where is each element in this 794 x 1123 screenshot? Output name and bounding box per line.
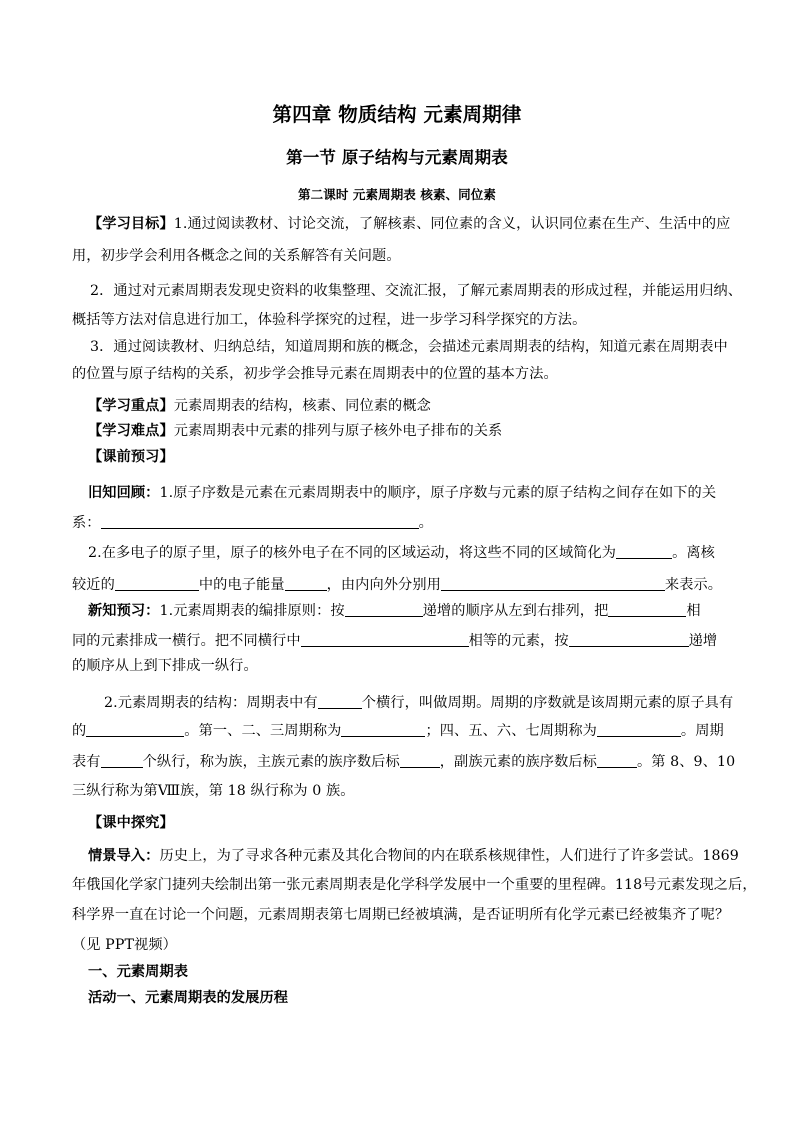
blank[interactable] [597, 753, 637, 768]
blank[interactable] [616, 544, 672, 559]
goal-1-line-1: 【学习目标】1.通过阅读教材、讨论交流，了解核素、同位素的含义，认识同位素在生产、生活中的应 [88, 216, 731, 232]
blank[interactable] [341, 722, 425, 737]
heading-periodic-table: 一、元素周期表 [88, 964, 189, 980]
blank[interactable] [318, 694, 362, 709]
new-1-line-1: 新知预习：1.元素周期表的编排原则：按 递增的顺序从左到右排列，把 相 [88, 603, 701, 619]
new-1-line-3: 的顺序从上到下排成一纵行。 [72, 658, 258, 674]
lesson-title: 第二课时 元素周期表 核素、同位素 [298, 187, 496, 202]
blank[interactable] [86, 722, 184, 737]
goal-3-line-1: 3．通过阅读教材、归纳总结，知道周期和族的概念，会描述元素周期表的结构，知道元素在周期表中 [90, 339, 728, 355]
goal-2-line-2: 概括等方法对信息进行加工，体验科学探究的过程，进一步学习科学探究的方法。 [72, 312, 587, 328]
blank[interactable] [301, 632, 469, 647]
chapter-title: 第四章 物质结构 元素周期律 [272, 103, 522, 126]
new-2-line-1: 2.元素周期表的结构：周期表中有 个横行，叫做周期。周期的序数就是该周期元素的原子具有 [104, 695, 734, 711]
difficulty-line: 【学习难点】元素周期表中元素的排列与原子核外电子排布的关系 [88, 423, 503, 439]
new-1-line-2: 同的元素排成一横行。把不同横行中 相等的元素，按 递增 [72, 633, 718, 649]
goal-2-line-1: 2．通过对元素周期表发现史资料的收集整理、交流汇报，了解元素周期表的形成过程，并能运用归纳、 [90, 283, 743, 299]
blank[interactable] [345, 602, 423, 617]
new-2-line-3: 表有 个纵行，称为族，主族元素的族序数后标 ，副族元素的族序数后标 。第 8、9、10 [72, 754, 736, 770]
new-2-line-2: 的 。第一、二、三周期称为 ；四、五、六、七周期称为 。周期 [72, 723, 724, 739]
blank[interactable] [400, 753, 440, 768]
review-1-line-2: 系： 。 [72, 515, 433, 531]
review-2-line-2: 较近的 中的电子能量 ，由内向外分别用 来表示。 [72, 577, 723, 593]
goal-3-line-2: 的位置与原子结构的关系，初步学会推导元素在周期表中的位置的基本方法。 [72, 366, 558, 382]
section-title: 第一节 原子结构与元素周期表 [286, 148, 508, 167]
goal-1-line-2: 用，初步学会利用各概念之间的关系解答有关问题。 [72, 248, 401, 264]
new-2-line-4: 三纵行称为第Ⅷ族，第 18 纵行称为 0 族。 [72, 783, 355, 799]
blank[interactable] [115, 576, 199, 591]
blank[interactable] [608, 602, 686, 617]
intro-line-2: 年俄国化学家门捷列夫绘制出第一张元素周期表是化学科学发展中一个重要的里程碑。118号元素发现之后， [72, 877, 757, 893]
blank[interactable] [285, 576, 327, 591]
blank[interactable] [597, 722, 681, 737]
blank[interactable] [441, 576, 665, 591]
intro-line-3: 科学界一直在讨论一个问题，元素周期表第七周期已经被填满，是否证明所有化学元素已经被集齐了呢？ [72, 907, 730, 923]
blank[interactable] [101, 514, 419, 529]
focus-line: 【学习重点】元素周期表的结构，核素、同位素的概念 [88, 398, 431, 414]
review-1-line-1: 旧知回顾：1.原子序数是元素在元素周期表中的顺序，原子序数与元素的原子结构之间存在如下的关 [88, 485, 717, 501]
activity-1-heading: 活动一、元素周期表的发展历程 [88, 990, 289, 1006]
blank[interactable] [101, 753, 143, 768]
preview-heading: 【课前预习】 [88, 449, 174, 465]
goals-label: 【学习目标】 [88, 216, 174, 232]
review-2-line-1: 2.在多电子的原子里，原子的核外电子在不同的区域运动，将这些不同的区域简化为 。离核 [88, 545, 715, 561]
intro-line-1: 情景导入：历史上，为了寻求各种元素及其化合物间的内在联系核规律性，人们进行了许多尝试。1869 [88, 848, 739, 864]
blank[interactable] [569, 632, 689, 647]
intro-line-4: （见 PPT视频） [72, 937, 177, 953]
inquiry-heading: 【课中探究】 [88, 815, 174, 831]
